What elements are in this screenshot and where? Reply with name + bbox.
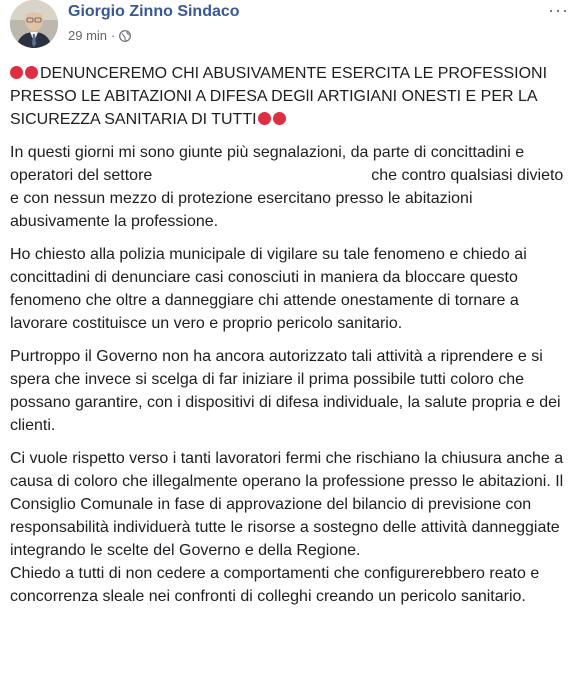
post-body bbox=[10, 62, 575, 618]
red-circle-icon bbox=[10, 66, 23, 79]
post-timestamp[interactable]: 29 min bbox=[68, 28, 108, 43]
red-circle-icon bbox=[25, 66, 38, 79]
author-avatar[interactable] bbox=[10, 0, 58, 48]
meta-separator: · bbox=[111, 28, 116, 43]
post-paragraph-1 bbox=[10, 141, 575, 233]
post-header bbox=[10, 0, 571, 50]
post-headline bbox=[10, 62, 575, 131]
paragraph-1-text-a: In questi giorni mi sono giunte più segnalazioni, da parte di concittadini e operatori del settore bbox=[10, 144, 525, 184]
paragraph-1-text-b: che contro qualsiasi divieto e con nessun mezzo di protezione esercitano presso le abitazioni abusivamente la professione. bbox=[10, 167, 564, 230]
post-paragraph-3: Purtroppo il Governo non ha ancora autorizzato tali attività a riprendere e si spera che invece si scelga di far iniziare il prima possibile tutti coloro che possano garantire, con i dispositivi di difesa individuale, la salute propria e dei clienti. bbox=[10, 348, 561, 434]
red-circle-icon bbox=[273, 112, 286, 125]
redacted-area bbox=[157, 169, 367, 183]
post-paragraph-5: Chiedo a tutti di non cedere a comportamenti che configurerebbero reato e concorrenza sleale nei confronti di colleghi creando un pericolo sanitario. bbox=[10, 565, 540, 605]
post-meta bbox=[68, 28, 131, 43]
post-paragraph-4: Ci vuole rispetto verso i tanti lavoratori fermi che rischiano la chiusura anche a causa di coloro che illegalmente operano la professione presso le abitazioni. Il Consiglio Comunale in fase di approvazione del bilancio di previsione con responsabilità individuerà tutte le risorse a sostegno delle attività danneggiate integrando le scelte del Governo e della Regione. bbox=[10, 450, 564, 559]
more-options-icon[interactable]: ··· bbox=[548, 0, 569, 20]
headline-text: DENUNCEREMO CHI ABUSIVAMENTE ESERCITA LE PROFESSIONI PRESSO LE ABITAZIONI A DIFESA DEGlI ARTIGIANI ONESTI E PER LA SICUREZZA SANITARIA DI TUTTI bbox=[10, 65, 548, 128]
globe-icon bbox=[119, 30, 131, 42]
author-name[interactable]: Giorgio Zinno Sindaco bbox=[68, 3, 240, 20]
red-circle-icon bbox=[258, 112, 271, 125]
post-paragraph-2: Ho chiesto alla polizia municipale di vigilare su tale fenomeno e chiedo ai concittadini di denunciare casi conosciuti in maniera da bloccare questo fenomeno che oltre a danneggiare chi attende onestamente di tornare a lavorare costituisce un vero e proprio pericolo sanitario. bbox=[10, 246, 527, 332]
